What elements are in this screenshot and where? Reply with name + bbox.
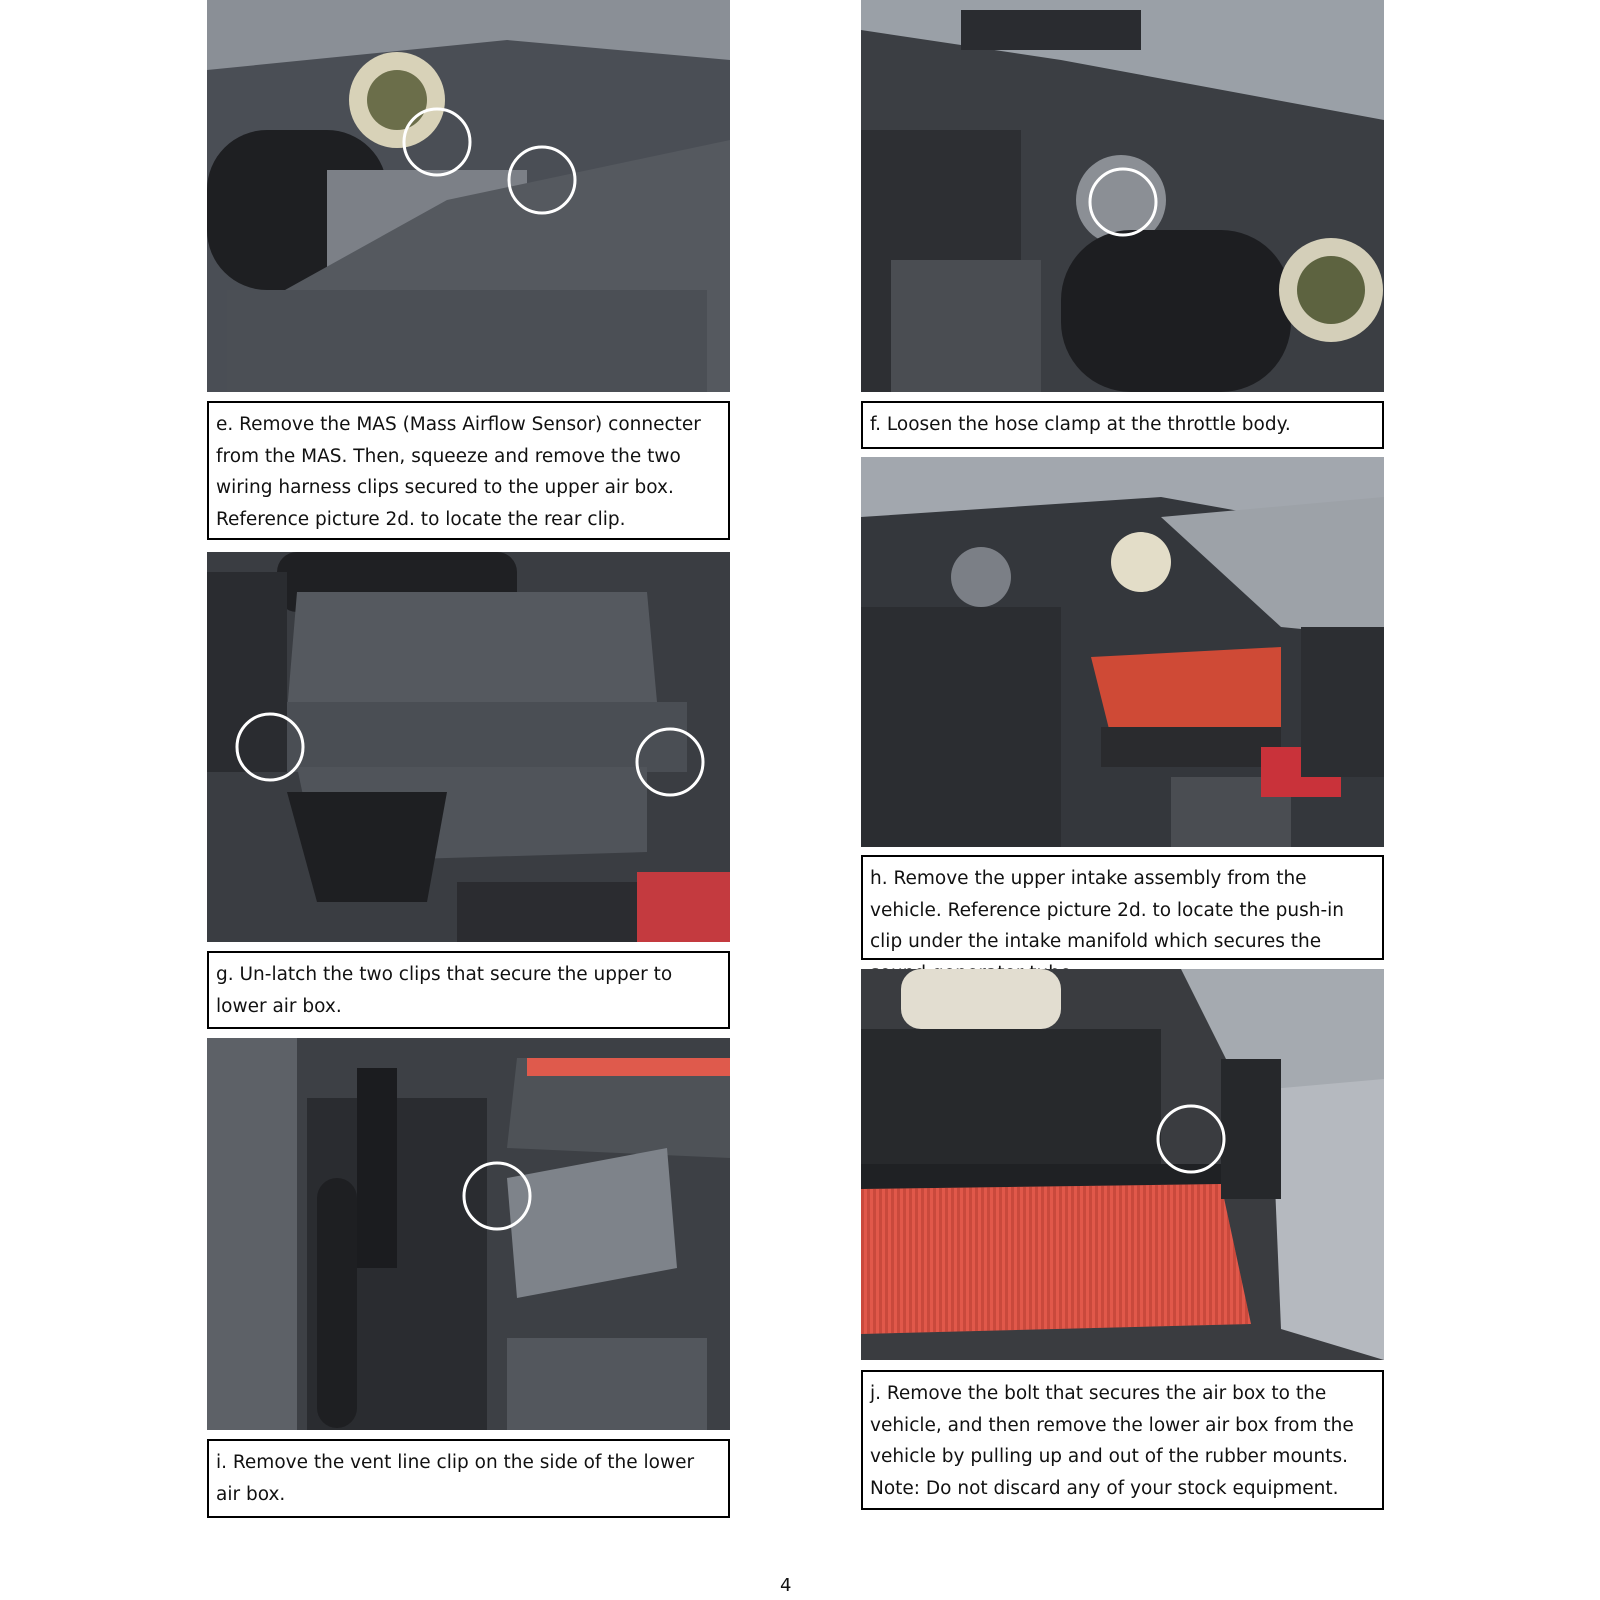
photo-i-vent-line-clip — [207, 1038, 730, 1430]
photo-h-engine-bay — [861, 457, 1384, 847]
caption-h: h. Remove the upper intake assembly from the vehicle. Reference picture 2d. to locate the push-in clip under the intake manifold which secures the — [861, 855, 1384, 960]
caption-i: i. Remove the vent line clip on the side of the lower air box. — [207, 1439, 730, 1518]
caption-j: j. Remove the bolt that secures the air box to the vehicle, and then remove the lower air box from the vehicle by pulling up and out of the rubber mounts. Note: Do not discard any of your stock equipment. — [861, 1370, 1384, 1510]
photo-g-air-box-clips — [207, 552, 730, 942]
photo-e-mas-connector — [207, 0, 730, 392]
caption-e: e. Remove the MAS (Mass Airflow Sensor) connecter from the MAS. Then, squeeze and remove the two wiring harness clips secured to the upper air box. Reference picture 2d. to locate the rear clip. — [207, 401, 730, 540]
caption-f: f. Loosen the hose clamp at the throttle body. — [861, 401, 1384, 449]
photo-f-throttle-body — [861, 0, 1384, 392]
caption-g: g. Un-latch the two clips that secure the upper to lower air box. — [207, 951, 730, 1029]
photo-j-air-box-bolt — [861, 969, 1384, 1360]
page-number: 4 — [780, 1575, 792, 1596]
